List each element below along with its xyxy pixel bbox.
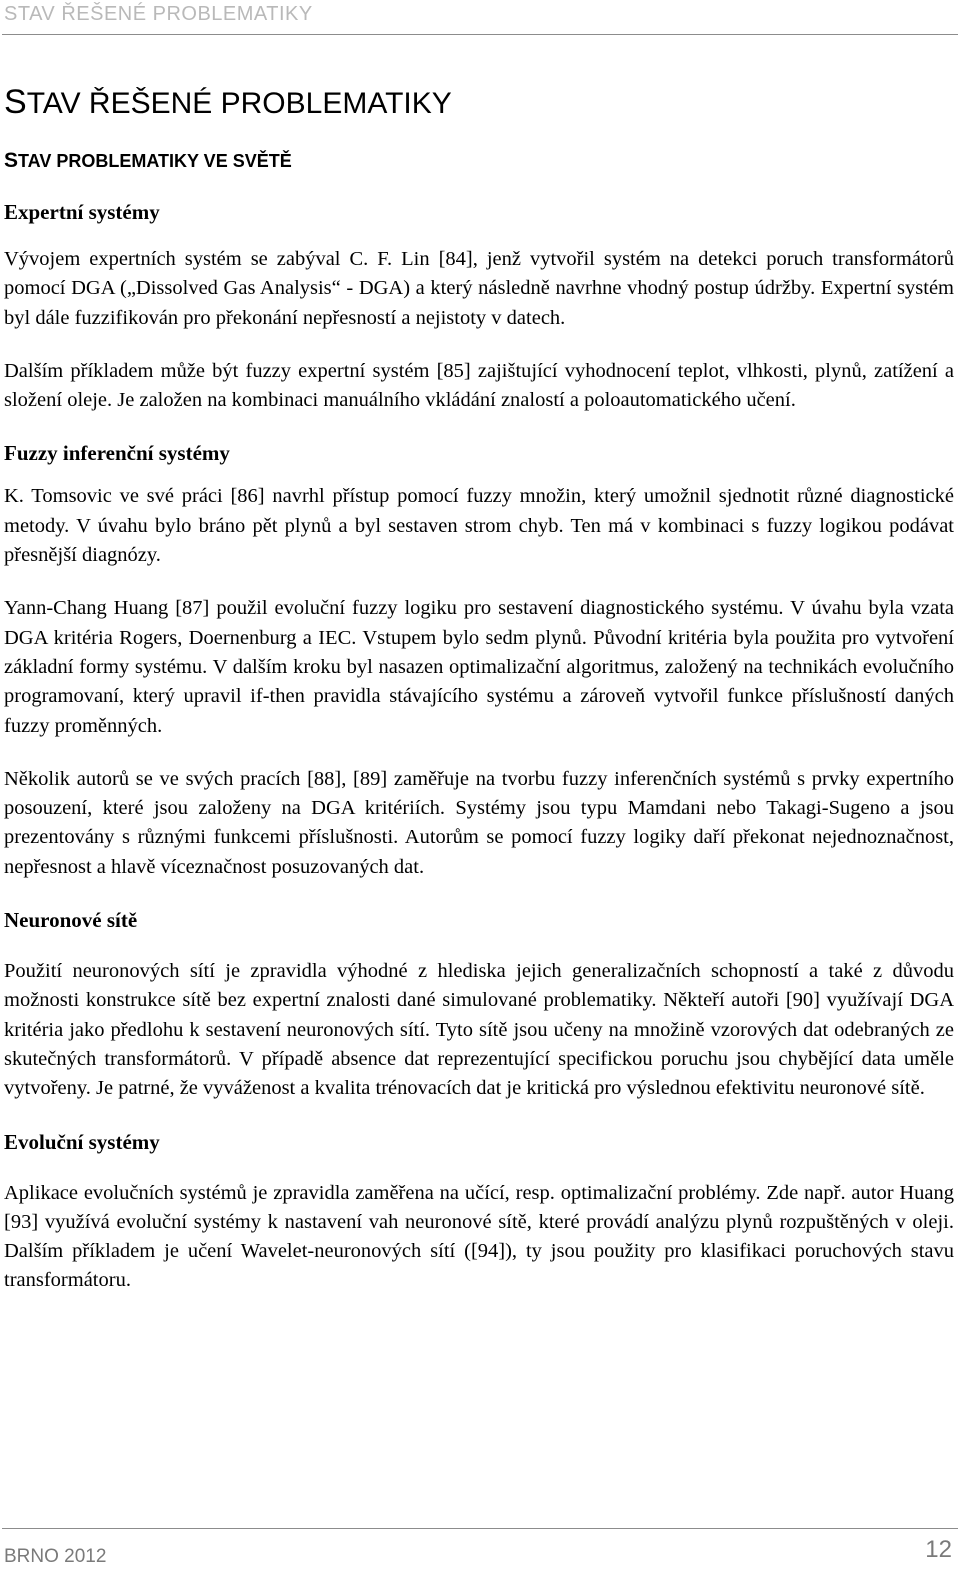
subsection-heading: Evoluční systémy [4,1129,160,1154]
subsection-heading: Fuzzy inferenční systémy [4,441,230,466]
paragraph: K. Tomsovic ve své práci [86] navrhl přístup pomocí fuzzy množin, který umožnil sjednotit různé diagnostické metody. V úvahu bylo bráno pět plynů a byl sestaven strom chyb. Ten má v kombinaci s fuzzy logikou podávat přesnější diagnózy. [4,485,954,567]
body-content [4,198,954,1320]
subsection-heading: Expertní systémy [4,200,160,224]
chapter-title-initial: S [4,83,27,121]
footer-rule [2,1528,958,1529]
subsection-heading: Neuronové sítě [4,908,138,933]
page-number: 12 [925,1536,952,1563]
section-title-rest: TAV PROBLEMATIKY VE SVĚTĚ [18,151,292,171]
section-expert-systems [4,198,954,415]
paragraph: Yann-Chang Huang [87] použil evoluční fuzzy logiku pro sestavení diagnostického systému. V úvahu byla vzata DGA kritéria Rogers, Doernenburg a IEC. Vstupem bylo sedm plynů. Původní kritéria byla použita pro vytvoření základní formy systému. V dalším kroku byl nasazen optimalizační algoritmus, založený na technikách evolučního programovaní, který upravil if-then pravidla stávajícího systému a zároveň vytvořil funkce příslušností daných fuzzy proměnných. [4,597,954,737]
section-evolutionary-systems [4,1128,954,1296]
header-rule [2,34,958,35]
paragraph: Použití neuronových sítí je zpravidla výhodné z hlediska jejich generalizačních schopností a také z důvodu možnosti konstrukce sítě bez expertní znalosti dané simulované problematiky. Někteří autoři [90] využívají DGA kritéria jako předlohu k sestavení neuronových sítí. Tyto sítě jsou učeny na množině vzorových dat odebraných ze skutečných transformátorů. V případě absence dat reprezentující specifickou poruchu jsou chybějící data uměle vytvořeny. Je patrné, že vyváženost a kvalita trénovacích dat je kritická pro výslednou efektivitu neuronové sítě. [4,960,954,1100]
section-title [4,148,292,174]
chapter-title [4,82,452,124]
paragraph: Vývojem expertních systém se zabýval C. F. Lin [84], jenž vytvořil systém na detekci poruch transformátorů pomocí DGA („Dissolved Gas Analysis“ - DGA) a který následně navrhne vhodný postup údržby. Expertní systém byl dále fuzzifikován pro překonání nepřesností a nejistoty v datech. [4,248,954,329]
paragraph: Aplikace evolučních systémů je zpravidla zaměřena na učící, resp. optimalizační problémy. Zde např. autor Huang [93] využívá evoluční systémy k nastavení vah neuronové sítě, které provádí analýzu plynů rozpuštěných v oleji. Dalším příkladem je učení Wavelet-neuronových sítí ([94]), ty jsou použity pro klasifikaci poruchových stavu transformátoru. [4,1181,954,1292]
footer-location-year: BRNO 2012 [4,1546,107,1567]
chapter-title-rest: TAV ŘEŠENÉ PROBLEMATIKY [26,87,452,120]
paragraph: Několik autorů se ve svých pracích [88], [89] zaměřuje na tvorbu fuzzy inferenčních systémů s prvky expertního posouzení, které jsou založeny na DGA kritériích. Systémy jsou typu Mamdani nebo Takagi-Sugeno a jsou prezentovány s různými funkcemi příslušnosti. Autorům se pomocí fuzzy logiky daří překonat nejednoznačnost, nepřesnost a hlavě víceznačnost posuzovaných dat. [4,767,954,878]
paragraph: Dalším příkladem může být fuzzy expertní systém [85] zajištující vyhodnocení teplot, vlhkosti, plynů, zatížení a složení oleje. Je založen na kombinaci manuálního vkládání znalostí a poloautomatického učení. [4,359,954,412]
running-header: STAV ŘEŠENÉ PROBLEMATIKY [4,3,313,25]
section-neural-networks [4,906,954,1103]
section-title-initial: S [4,149,19,172]
section-fuzzy-inference [4,439,954,882]
